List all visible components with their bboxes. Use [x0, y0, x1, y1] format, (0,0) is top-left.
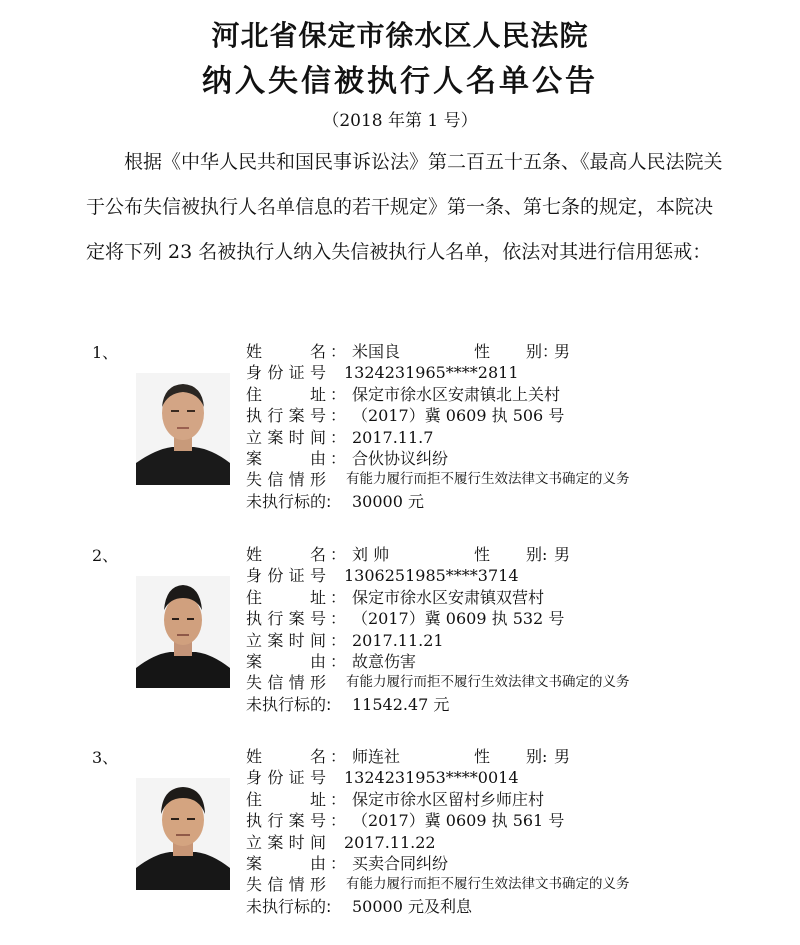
- gender-value: 男: [554, 342, 571, 361]
- title-line-1: 河北省保定市徐水区人民法院: [211, 19, 589, 52]
- situation-value: 有能力履行而拒不履行生效法律文书确定的义务: [346, 876, 630, 893]
- name-label: 姓名: [246, 342, 326, 361]
- address-label: 住址: [246, 384, 326, 404]
- id-label: 身份证号: [246, 768, 326, 788]
- entry-3: [0, 745, 800, 945]
- cause-label: 案由: [246, 853, 326, 873]
- amount-label: 未执行标的:: [246, 694, 332, 714]
- id-label: 身份证号: [246, 363, 326, 383]
- case-value: （2017）冀 0609 执 532 号: [352, 609, 565, 629]
- colon: ：: [330, 747, 347, 766]
- entry-index: 1、: [92, 343, 119, 362]
- address-value: 保定市徐水区安肃镇双营村: [352, 587, 545, 607]
- situation-label: 失信情形: [246, 470, 326, 490]
- address-label: 住址: [246, 587, 326, 607]
- entry-1: [0, 340, 800, 540]
- situation-value: 有能力履行而拒不履行生效法律文书确定的义务: [346, 471, 630, 488]
- gender-label: 性别: [474, 747, 542, 766]
- intro-paragraph: 根据《中华人民共和国民事诉讼法》第二百五十五条、《最高人民法院关于公布失信被执行人名单信息的若干规定》第一条、第七条的规定，本院决定将下列 23 名被执行人纳入失信被执行人名单，依法对其进行信用惩戒：: [86, 151, 723, 263]
- amount-label: 未执行标的:: [246, 491, 332, 511]
- colon: ：: [330, 609, 347, 629]
- entry-index: 3、: [92, 748, 119, 767]
- colon: ：: [330, 384, 347, 404]
- gender-label: 性别: [474, 545, 542, 564]
- amount-value: 50000 元及利息: [352, 896, 472, 916]
- amount-value: 11542.47 元: [352, 694, 450, 714]
- amount-label: 未执行标的:: [246, 896, 332, 916]
- case-value: （2017）冀 0609 执 561 号: [352, 811, 565, 831]
- cause-value: 买卖合同纠纷: [352, 853, 449, 873]
- filed-label: 立案时间: [246, 630, 326, 650]
- colon: :: [542, 747, 548, 766]
- situation-value: 有能力履行而拒不履行生效法律文书确定的义务: [346, 674, 630, 691]
- filed-value: 2017.11.21: [352, 630, 444, 650]
- id-value: 1306251985****3714: [344, 566, 519, 586]
- colon: ：: [330, 587, 347, 607]
- person-photo: [136, 576, 230, 688]
- gender-value: 男: [554, 545, 571, 564]
- cause-label: 案由: [246, 448, 326, 468]
- cause-value: 故意伤害: [352, 651, 417, 671]
- address-label: 住址: [246, 789, 326, 809]
- cause-value: 合伙协议纠纷: [352, 448, 449, 468]
- situation-label: 失信情形: [246, 673, 326, 693]
- id-label: 身份证号: [246, 566, 326, 586]
- case-label: 执行案号: [246, 609, 326, 629]
- colon: ：: [330, 651, 347, 671]
- id-value: 1324231953****0014: [344, 768, 519, 788]
- entry-index: 2、: [92, 546, 119, 565]
- situation-label: 失信情形: [246, 875, 326, 895]
- filed-label: 立案时间: [246, 427, 326, 447]
- name-label: 姓名: [246, 545, 326, 564]
- colon: ：: [330, 853, 347, 873]
- case-label: 执行案号: [246, 406, 326, 426]
- colon: ：: [330, 545, 347, 564]
- name-value: 刘 帅: [352, 545, 390, 564]
- colon: ：: [330, 811, 347, 831]
- colon: ：: [330, 448, 347, 468]
- case-label: 执行案号: [246, 811, 326, 831]
- colon: :: [542, 545, 548, 564]
- address-value: 保定市徐水区留村乡师庄村: [352, 789, 545, 809]
- filed-label: 立案时间: [246, 832, 326, 852]
- name-value: 师连社: [352, 747, 401, 766]
- colon: ：: [542, 342, 559, 361]
- gender-label: 性别: [474, 342, 542, 361]
- amount-value: 30000 元: [352, 491, 424, 511]
- case-value: （2017）冀 0609 执 506 号: [352, 406, 565, 426]
- colon: ：: [330, 342, 347, 361]
- name-label: 姓名: [246, 747, 326, 766]
- gender-value: 男: [554, 747, 571, 766]
- person-photo: [136, 778, 230, 890]
- colon: ：: [330, 789, 347, 809]
- colon: ：: [330, 427, 347, 447]
- entry-2: [0, 543, 800, 743]
- person-photo: [136, 373, 230, 485]
- colon: ：: [330, 406, 347, 426]
- colon: ：: [330, 630, 347, 650]
- filed-value: 2017.11.22: [344, 832, 436, 852]
- address-value: 保定市徐水区安肃镇北上关村: [352, 384, 561, 404]
- id-value: 1324231965****2811: [344, 363, 519, 383]
- title-line-2: 纳入失信被执行人名单公告: [202, 64, 598, 99]
- issue-number: （2018 年第 1 号）: [322, 111, 478, 131]
- cause-label: 案由: [246, 651, 326, 671]
- filed-value: 2017.11.7: [352, 427, 434, 447]
- name-value: 米国良: [352, 342, 401, 361]
